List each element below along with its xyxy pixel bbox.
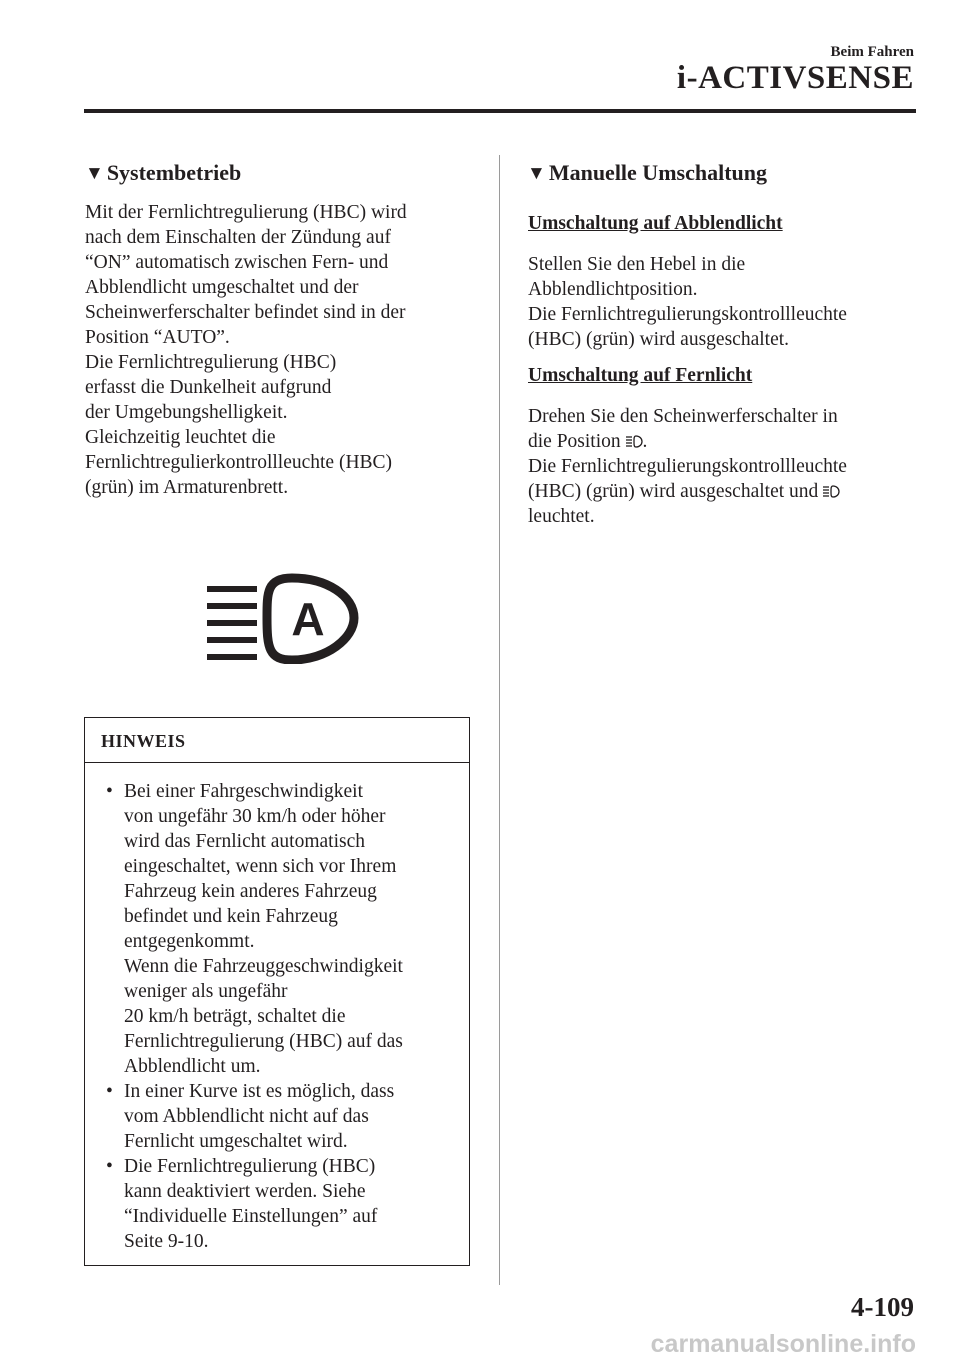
bullet-dot: • — [106, 1156, 113, 1177]
paragraph-line: Stellen Sie den Hebel in die — [528, 254, 746, 275]
paragraph-line: Mit der Fernlichtregulierung (HBC) wird — [85, 202, 407, 223]
paragraph-line — [528, 479, 847, 504]
list-item — [85, 779, 403, 1079]
paragraph-line: Gleichzeitig leuchtet die — [85, 427, 276, 448]
list-item — [85, 1154, 403, 1254]
note-divider — [85, 762, 469, 763]
systembetrieb-paragraph — [85, 200, 407, 500]
paragraph-line: Die Fernlichtregulierungskontrollleuchte — [528, 456, 847, 477]
column-divider — [499, 155, 500, 1285]
paragraph-line: Scheinwerferschalter befindet sind in der — [85, 302, 406, 323]
note-list — [85, 779, 403, 1254]
paragraph-text: . — [642, 431, 648, 452]
list-item-line: Fernlichtregulierung (HBC) auf das — [124, 1031, 403, 1052]
list-item-line: eingeschaltet, wenn sich vor Ihrem — [124, 856, 397, 877]
paragraph-line: Die Fernlichtregulierung (HBC) — [85, 352, 337, 373]
paragraph-text: (HBC) (grün) wird ausgeschaltet und — [528, 481, 819, 502]
list-item-line: 20 km/h beträgt, schaltet die — [124, 1006, 346, 1027]
paragraph-line: Die Fernlichtregulierungskontrollleuchte — [528, 304, 847, 325]
list-item-line: entgegenkommt. — [124, 931, 255, 952]
paragraph-line: Abblendlicht umgeschaltet und der — [85, 277, 359, 298]
list-item-line: Seite 9-10. — [124, 1231, 209, 1252]
high-beam-icon — [626, 435, 643, 448]
watermark: carmanualsonline.info — [650, 1330, 916, 1358]
list-item-line: wird das Fernlicht automatisch — [124, 831, 365, 852]
list-item-line: Bei einer Fahrgeschwindigkeit — [124, 781, 363, 802]
paragraph-line — [528, 429, 847, 454]
section-heading-systembetrieb — [85, 160, 241, 186]
paragraph-line: nach dem Einschalten der Zündung auf — [85, 227, 391, 248]
page-number: 4-109 — [851, 1292, 914, 1322]
paragraph-line: Drehen Sie den Scheinwerferschalter in — [528, 406, 838, 427]
fernlicht-paragraph — [528, 404, 847, 529]
paragraph-line: der Umgebungshelligkeit. — [85, 402, 288, 423]
auto-high-beam-indicator-icon — [207, 572, 359, 664]
subheading-fernlicht: Umschaltung auf Fernlicht — [528, 365, 753, 386]
icon-letter: A — [291, 593, 325, 645]
paragraph-line: Fernlichtregulierkontrollleuchte (HBC) — [85, 452, 393, 473]
list-item-line: Die Fernlichtregulierung (HBC) — [124, 1156, 376, 1177]
list-item-line: Wenn die Fahrzeuggeschwindigkeit — [124, 956, 403, 977]
paragraph-line: “ON” automatisch zwischen Fern- und — [85, 252, 389, 273]
list-item-line: kann deaktiviert werden. Siehe — [124, 1181, 366, 1202]
paragraph-line: Position “AUTO”. — [85, 327, 230, 348]
header-title: i-ACTIVSENSE — [676, 60, 914, 96]
list-item-line: vom Abblendlicht nicht auf das — [124, 1106, 369, 1127]
triangle-bullet-icon: ▼ — [527, 163, 546, 184]
note-box — [84, 717, 470, 1266]
section-heading-manuelle-umschaltung — [527, 160, 767, 186]
bullet-dot: • — [106, 1081, 113, 1102]
list-item-line: befindet und kein Fahrzeug — [124, 906, 338, 927]
list-item-line: von ungefähr 30 km/h oder höher — [124, 806, 386, 827]
paragraph-line: (grün) im Armaturenbrett. — [85, 477, 289, 498]
header-rule — [84, 109, 916, 113]
section-heading-text: Systembetrieb — [106, 160, 242, 185]
bullet-dot: • — [106, 781, 113, 802]
list-item-line: Fahrzeug kein anderes Fahrzeug — [124, 881, 377, 902]
paragraph-line: leuchtet. — [528, 506, 595, 527]
high-beam-icon — [823, 485, 840, 498]
triangle-bullet-icon: ▼ — [85, 163, 104, 184]
paragraph-line: erfasst die Dunkelheit aufgrund — [85, 377, 332, 398]
paragraph-line: Abblendlichtposition. — [528, 279, 698, 300]
paragraph-text: die Position — [528, 431, 621, 452]
list-item — [85, 1079, 403, 1154]
paragraph-line: (HBC) (grün) wird ausgeschaltet. — [528, 329, 790, 350]
list-item-line: In einer Kurve ist es möglich, dass — [124, 1081, 395, 1102]
list-item-line: Fernlicht umgeschaltet wird. — [124, 1131, 348, 1152]
list-item-line: weniger als ungefähr — [124, 981, 288, 1002]
subheading-abblendlicht: Umschaltung auf Abblendlicht — [528, 213, 783, 234]
list-item-line: Abblendlicht um. — [124, 1056, 261, 1077]
section-heading-text: Manuelle Umschaltung — [548, 160, 767, 185]
abblendlicht-paragraph — [528, 252, 847, 352]
header-section-label: Beim Fahren — [830, 44, 914, 60]
note-title: HINWEIS — [101, 731, 186, 751]
list-item-line: “Individuelle Einstellungen” auf — [124, 1206, 378, 1227]
